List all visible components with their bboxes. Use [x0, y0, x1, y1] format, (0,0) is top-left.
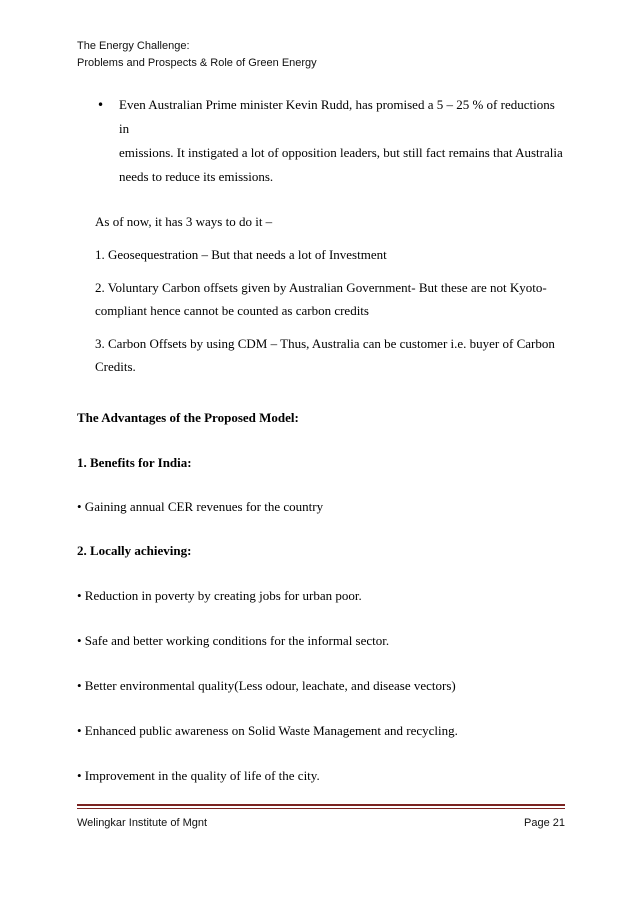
- local-item-4: • Enhanced public awareness on Solid Waste Management and recycling.: [77, 723, 458, 738]
- page-number: Page 21: [524, 817, 565, 829]
- way-item-3-line-1: 3. Carbon Offsets by using CDM – Thus, Australia can be customer i.e. buyer of Carbon: [95, 336, 555, 351]
- document-body: [77, 93, 567, 785]
- way-item-3-line-2: Credits.: [95, 359, 136, 374]
- way-item-2-line-2: compliant hence cannot be counted as carbon credits: [95, 303, 369, 318]
- benefit-item: • Gaining annual CER revenues for the country: [77, 499, 324, 514]
- local-item-1: • Reduction in poverty by creating jobs for urban poor.: [77, 588, 362, 603]
- footer-institute: Welingkar Institute of Mgnt: [77, 817, 208, 829]
- bullet-icon: •: [97, 98, 105, 112]
- bullet-text-line-2: emissions. It instigated a lot of opposition leaders, but still fact remains that Australia: [119, 145, 563, 160]
- ways-section: [77, 210, 567, 378]
- advantages-heading: The Advantages of the Proposed Model:: [77, 410, 299, 425]
- bullet-text-line-1: Even Australian Prime minister Kevin Rudd, has promised a 5 – 25 % of reductions in: [119, 97, 555, 136]
- benefits-heading: 1. Benefits for India:: [77, 455, 192, 470]
- local-item-5: • Improvement in the quality of life of the city.: [77, 768, 320, 783]
- page-header: [77, 38, 317, 72]
- ways-intro: As of now, it has 3 ways to do it –: [95, 214, 273, 229]
- footer-divider-thin: [77, 808, 565, 809]
- rudd-bullet: [77, 93, 567, 189]
- local-item-3: • Better environmental quality(Less odour, leachate, and disease vectors): [77, 678, 456, 693]
- header-title: The Energy Challenge:: [77, 40, 190, 52]
- way-item-2-line-1: 2. Voluntary Carbon offsets given by Australian Government- But these are not Kyoto-: [95, 280, 547, 295]
- locally-achieving-heading: 2. Locally achieving:: [77, 543, 192, 558]
- local-item-2: • Safe and better working conditions for the informal sector.: [77, 633, 390, 648]
- way-item-1: 1. Geosequestration – But that needs a lot of Investment: [95, 247, 387, 262]
- footer-divider: [77, 804, 565, 806]
- bullet-text-line-3: needs to reduce its emissions.: [119, 169, 274, 184]
- header-subtitle: Problems and Prospects & Role of Green Energy: [77, 57, 317, 69]
